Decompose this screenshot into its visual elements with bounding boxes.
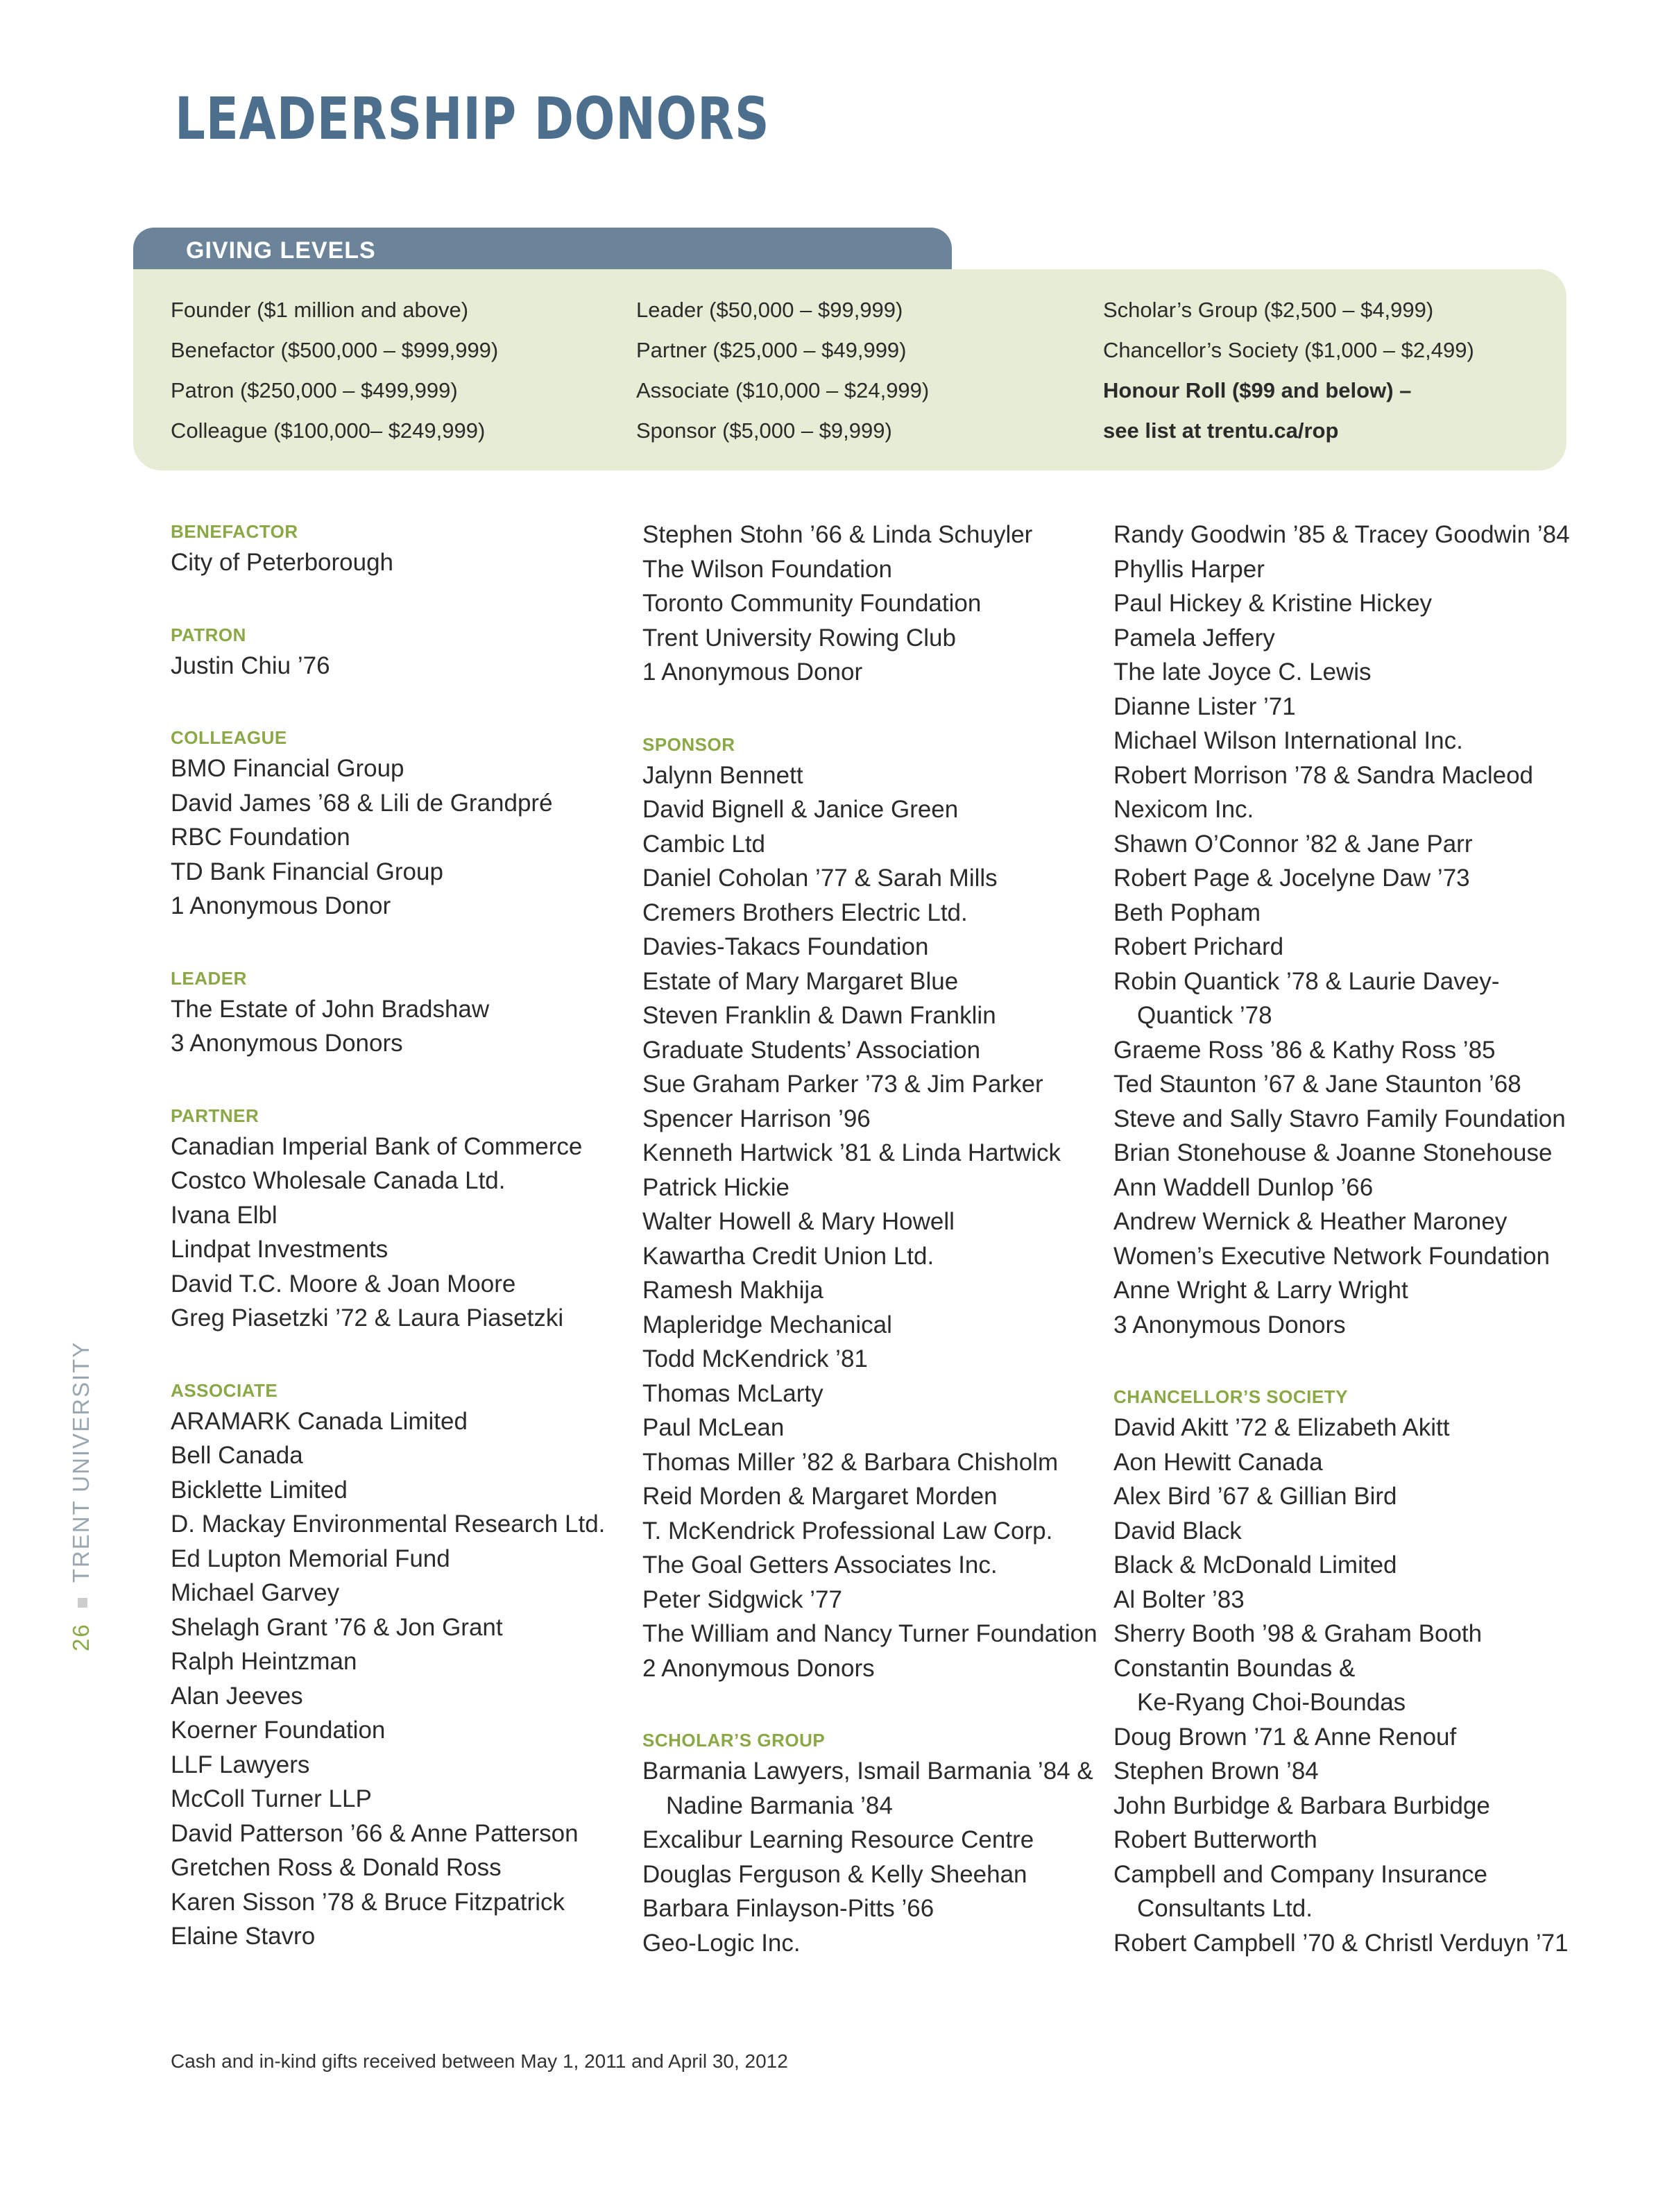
chancellors-society-list-b: [1113, 1720, 1570, 1857]
list-item: Koerner Foundation: [171, 1717, 386, 1744]
list-item: Doug Brown ’71 & Anne Renouf: [1113, 1723, 1457, 1751]
list-item: The Estate of John Bradshaw: [171, 995, 490, 1023]
section-heading-benefactor: BENEFACTOR: [171, 521, 298, 542]
list-item: Costco Wholesale Canada Ltd.: [171, 1167, 506, 1194]
list-item: Patron ($250,000 – $499,999): [171, 378, 458, 402]
list-item: Karen Sisson ’78 & Bruce Fitzpatrick: [171, 1888, 565, 1916]
list-item: Partner ($25,000 – $49,999): [636, 338, 907, 362]
section-heading-patron: PATRON: [171, 624, 246, 645]
list-item: T. McKendrick Professional Law Corp.: [642, 1517, 1053, 1545]
list-item: Ted Staunton ’67 & Jane Staunton ’68: [1113, 1071, 1521, 1098]
sponsor-continued-list-a: [1113, 518, 1570, 964]
list-item: 3 Anonymous Donors: [171, 1030, 403, 1057]
donor-column-3: [1113, 518, 1570, 1960]
list-item: Robin Quantick ’78 & Laurie Davey-: [1113, 967, 1500, 995]
section-heading-associate: ASSOCIATE: [171, 1379, 278, 1401]
side-running-head: [68, 1341, 94, 1651]
list-item-continued: Consultants Ltd.: [1137, 1895, 1313, 1922]
list-item: Patrick Hickie: [642, 1173, 789, 1201]
honour-roll-line-1: Honour Roll ($99 and below) –: [1103, 378, 1412, 402]
list-item: Thomas McLarty: [642, 1379, 823, 1407]
list-item: Shelagh Grant ’76 & Jon Grant: [171, 1613, 503, 1641]
footnote: Cash and in-kind gifts received between May 1, 2011 and April 30, 2012: [171, 2050, 788, 2072]
list-item: LLF Lawyers: [171, 1751, 310, 1778]
list-item: Barmania Lawyers, Ismail Barmania ’84 &: [642, 1758, 1093, 1785]
list-item: City of Peterborough: [171, 549, 394, 576]
leader-list: [171, 992, 605, 1061]
list-item: The Wilson Foundation: [642, 555, 892, 583]
list-item: Women’s Executive Network Foundation: [1113, 1242, 1551, 1270]
list-item: Reid Morden & Margaret Morden: [642, 1483, 998, 1510]
donor-column-1: [171, 518, 605, 1954]
list-item: Leader ($50,000 – $99,999): [636, 298, 903, 322]
list-item: BMO Financial Group: [171, 755, 404, 782]
list-item: ARAMARK Canada Limited: [171, 1407, 468, 1435]
list-item-continued: Quantick ’78: [1137, 1002, 1272, 1029]
giving-levels-col-3: [1103, 290, 1474, 451]
donor-column-2: [642, 518, 1098, 1960]
list-item: Ed Lupton Memorial Fund: [171, 1545, 450, 1572]
list-item: Robert Butterworth: [1113, 1826, 1317, 1853]
list-item: Steven Franklin & Dawn Franklin: [642, 1002, 996, 1029]
list-item: Constantin Boundas &: [1113, 1654, 1356, 1682]
list-item: Benefactor ($500,000 – $999,999): [171, 338, 499, 362]
list-item: Lindpat Investments: [171, 1236, 388, 1263]
benefactor-list: [171, 545, 605, 580]
list-item: Michael Garvey: [171, 1579, 340, 1606]
list-item: Sherry Booth ’98 & Graham Booth: [1113, 1620, 1483, 1647]
list-item: 1 Anonymous Donor: [642, 658, 863, 686]
list-item: Douglas Ferguson & Kelly Sheehan: [642, 1860, 1027, 1888]
list-item: Colleague ($100,000– $249,999): [171, 418, 486, 443]
list-item: Scholar’s Group ($2,500 – $4,999): [1103, 298, 1434, 322]
giving-levels-heading: GIVING LEVELS: [186, 237, 376, 264]
list-item: David Bignell & Janice Green: [642, 796, 959, 823]
list-item: Gretchen Ross & Donald Ross: [171, 1854, 502, 1881]
list-item: Steve and Sally Stavro Family Foundation: [1113, 1105, 1566, 1132]
list-item: Anne Wright & Larry Wright: [1113, 1277, 1408, 1304]
list-item: Robert Prichard: [1113, 933, 1284, 960]
list-item: Ramesh Makhija: [642, 1277, 823, 1304]
list-item: Kenneth Hartwick ’81 & Linda Hartwick: [642, 1139, 1061, 1166]
list-item: 1 Anonymous Donor: [171, 892, 391, 919]
list-item: Davies-Takacs Foundation: [642, 933, 929, 960]
list-item: Michael Wilson International Inc.: [1113, 727, 1463, 754]
list-item: Greg Piasetzki ’72 & Laura Piasetzki: [171, 1304, 564, 1332]
section-heading-sponsor: SPONSOR: [642, 733, 735, 755]
list-item: Andrew Wernick & Heather Maroney: [1113, 1208, 1508, 1235]
list-item: Bell Canada: [171, 1442, 303, 1469]
list-item: Geo-Logic Inc.: [642, 1929, 801, 1957]
list-item: RBC Foundation: [171, 824, 350, 851]
list-item: Paul Hickey & Kristine Hickey: [1113, 590, 1433, 617]
side-label: TRENT UNIVERSITY: [68, 1341, 94, 1583]
giving-levels-col-3-items: [1103, 290, 1474, 371]
list-item: Pamela Jeffery: [1113, 624, 1275, 652]
list-item: D. Mackay Environmental Research Ltd.: [171, 1511, 606, 1538]
list-item: Stephen Stohn ’66 & Linda Schuyler: [642, 521, 1033, 548]
list-item: Ann Waddell Dunlop ’66: [1113, 1173, 1374, 1201]
section-heading-scholars-group: SCHOLAR’S GROUP: [642, 1730, 826, 1751]
list-item: Kawartha Credit Union Ltd.: [642, 1242, 934, 1270]
chancellors-society-list-a: [1113, 1411, 1570, 1651]
chancellors-society-list-c: [1113, 1926, 1570, 1961]
list-item: Graduate Students’ Association: [642, 1036, 981, 1064]
list-item: The Goal Getters Associates Inc.: [642, 1551, 998, 1579]
sponsor-continued-list-b: [1113, 1033, 1570, 1343]
partner-continued-list: [642, 518, 1098, 690]
patron-list: [171, 649, 605, 683]
list-item: Trent University Rowing Club: [642, 624, 956, 652]
list-item: 3 Anonymous Donors: [1113, 1311, 1346, 1338]
section-heading-leader: LEADER: [171, 967, 247, 989]
list-item: Dianne Lister ’71: [1113, 692, 1296, 720]
list-item: Paul McLean: [642, 1414, 785, 1441]
list-item: Ralph Heintzman: [171, 1648, 357, 1675]
list-item: Alex Bird ’67 & Gillian Bird: [1113, 1483, 1397, 1510]
page-title: LEADERSHIP DONORS: [175, 85, 770, 153]
list-item: 2 Anonymous Donors: [642, 1654, 875, 1682]
section-heading-chancellors-society: CHANCELLOR’S SOCIETY: [1113, 1386, 1348, 1407]
list-item: Toronto Community Foundation: [642, 590, 982, 617]
associate-list: [171, 1404, 605, 1954]
list-item: Cremers Brothers Electric Ltd.: [642, 899, 968, 926]
list-item: Justin Chiu ’76: [171, 652, 330, 679]
list-item: Barbara Finlayson-Pitts ’66: [642, 1895, 934, 1922]
list-item: Founder ($1 million and above): [171, 298, 469, 322]
list-item: David James ’68 & Lili de Grandpré: [171, 789, 553, 817]
scholars-group-list: [642, 1823, 1098, 1960]
list-item: Aon Hewitt Canada: [1113, 1448, 1323, 1476]
list-item: TD Bank Financial Group: [171, 858, 443, 885]
list-item: Chancellor’s Society ($1,000 – $2,499): [1103, 338, 1474, 362]
list-item: Robert Campbell ’70 & Christl Verduyn ’71: [1113, 1929, 1569, 1957]
list-item: Phyllis Harper: [1113, 555, 1265, 583]
honour-roll-line-2: see list at trentu.ca/rop: [1103, 418, 1339, 443]
list-item: Ivana Elbl: [171, 1201, 278, 1229]
list-item: Randy Goodwin ’85 & Tracey Goodwin ’84: [1113, 521, 1570, 548]
list-item: Walter Howell & Mary Howell: [642, 1208, 955, 1235]
list-item: The William and Nancy Turner Foundation: [642, 1620, 1098, 1647]
giving-levels-col-1: [171, 290, 498, 451]
list-item: Sponsor ($5,000 – $9,999): [636, 418, 892, 443]
list-item: Elaine Stavro: [171, 1923, 316, 1950]
list-item: Associate ($10,000 – $24,999): [636, 378, 930, 402]
section-heading-colleague: COLLEAGUE: [171, 727, 287, 748]
list-item: Graeme Ross ’86 & Kathy Ross ’85: [1113, 1036, 1496, 1064]
list-item: McColl Turner LLP: [171, 1785, 372, 1812]
list-item: Thomas Miller ’82 & Barbara Chisholm: [642, 1448, 1059, 1476]
separator-square-icon: [78, 1598, 87, 1608]
list-item: Stephen Brown ’84: [1113, 1758, 1319, 1785]
list-item-continued: Ke-Ryang Choi-Boundas: [1137, 1689, 1406, 1716]
list-item: Cambic Ltd: [642, 830, 766, 858]
list-item: David Patterson ’66 & Anne Patterson: [171, 1819, 579, 1847]
list-item: Jalynn Bennett: [642, 761, 803, 789]
list-item: Sue Graham Parker ’73 & Jim Parker: [642, 1071, 1043, 1098]
list-item: The late Joyce C. Lewis: [1113, 658, 1372, 686]
list-item: Daniel Coholan ’77 & Sarah Mills: [642, 865, 998, 892]
list-item: Shawn O’Connor ’82 & Jane Parr: [1113, 830, 1473, 858]
list-item: Campbell and Company Insurance: [1113, 1860, 1487, 1888]
list-item: David Black: [1113, 1517, 1242, 1545]
list-item: Robert Page & Jocelyne Daw ’73: [1113, 865, 1470, 892]
list-item: Brian Stonehouse & Joanne Stonehouse: [1113, 1139, 1553, 1166]
list-item: Al Bolter ’83: [1113, 1585, 1245, 1613]
list-item: Canadian Imperial Bank of Commerce: [171, 1132, 583, 1160]
list-item: David T.C. Moore & Joan Moore: [171, 1270, 516, 1298]
list-item: Black & McDonald Limited: [1113, 1551, 1397, 1579]
list-item: Spencer Harrison ’96: [642, 1105, 871, 1132]
colleague-list: [171, 751, 605, 924]
list-item: Mapleridge Mechanical: [642, 1311, 892, 1338]
list-item: Nexicom Inc.: [1113, 796, 1254, 823]
list-item: Beth Popham: [1113, 899, 1261, 926]
list-item: Excalibur Learning Resource Centre: [642, 1826, 1034, 1853]
partner-list: [171, 1130, 605, 1336]
list-item: Robert Morrison ’78 & Sandra Macleod: [1113, 761, 1534, 789]
list-item-continued: Nadine Barmania ’84: [666, 1792, 893, 1819]
list-item: Todd McKendrick ’81: [642, 1345, 868, 1372]
list-item: Alan Jeeves: [171, 1682, 303, 1710]
list-item: Peter Sidgwick ’77: [642, 1585, 842, 1613]
page-number: 26: [68, 1623, 94, 1651]
sponsor-list: [642, 758, 1098, 1686]
list-item: Estate of Mary Margaret Blue: [642, 967, 959, 995]
list-item: John Burbidge & Barbara Burbidge: [1113, 1792, 1490, 1819]
list-item: Bicklette Limited: [171, 1476, 348, 1504]
section-heading-partner: PARTNER: [171, 1105, 259, 1126]
list-item: David Akitt ’72 & Elizabeth Akitt: [1113, 1414, 1450, 1441]
giving-levels-col-2: [636, 290, 929, 451]
